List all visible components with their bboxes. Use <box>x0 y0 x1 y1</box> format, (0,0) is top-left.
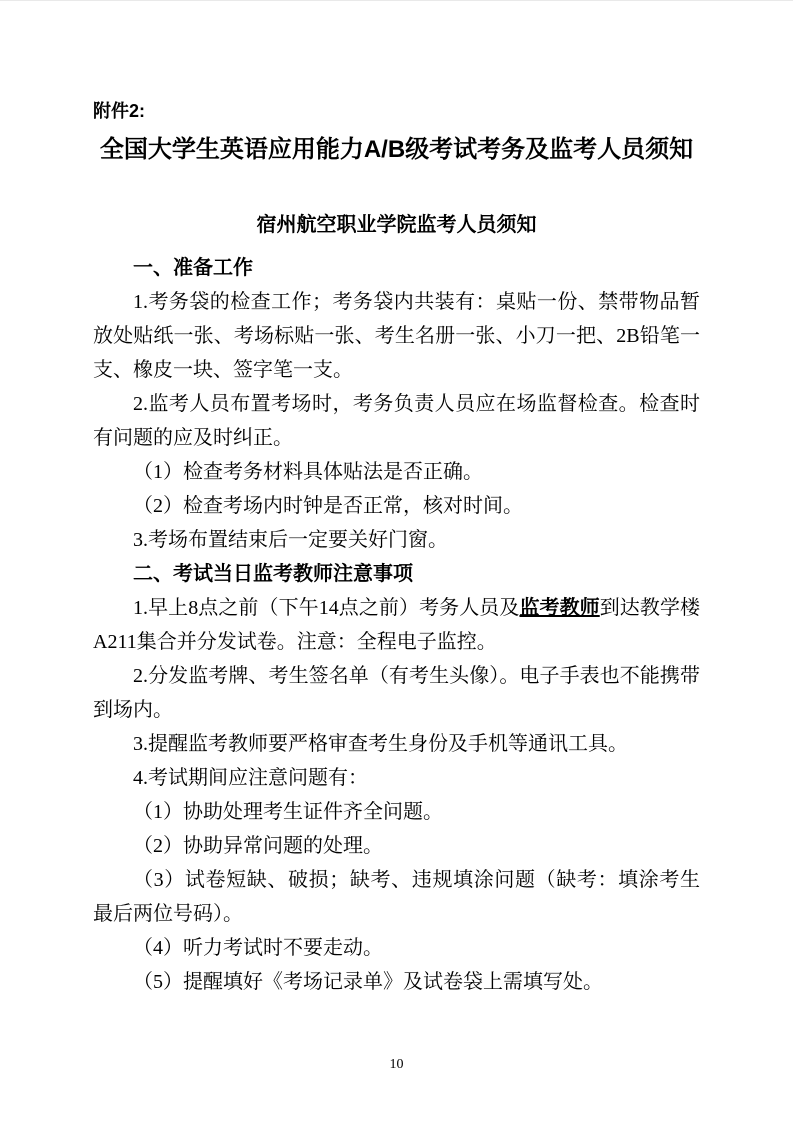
document-title: 全国大学生英语应用能力A/B级考试考务及监考人员须知 <box>99 136 694 163</box>
section1-heading: 一、准备工作 <box>133 257 253 279</box>
section1-subitem-1: （1）检查考务材料具体贴法是否正确。 <box>133 461 483 483</box>
section2-subitem-3: （3）试卷短缺、破损；缺考、违规填涂问题（缺考：填涂考生最后两位号码）。 <box>93 869 700 925</box>
section2-subitem-4: （4）听力考试时不要走动。 <box>133 937 383 959</box>
paragraph-text-before: 1.早上8点之前（下午14点之前）考务人员及 <box>133 597 520 619</box>
section2-subitem-5: （5）提醒填好《考场记录单》及试卷袋上需填写处。 <box>133 971 603 993</box>
section1-paragraph-1: 1.考务袋的检查工作；考务袋内共装有：桌贴一份、禁带物品暂放处贴纸一张、考场标贴一张、考生名册一张、小刀一把、2B铅笔一支、橡皮一块、签字笔一支。 <box>93 291 700 381</box>
section2-heading: 二、考试当日监考教师注意事项 <box>133 563 413 585</box>
section2-paragraph-4: 4.考试期间应注意问题有： <box>133 767 368 789</box>
section2-paragraph-1 <box>93 591 700 659</box>
section2-subitem-1: （1）协助处理考生证件齐全问题。 <box>133 801 443 823</box>
section1-subitem-2: （2）检查考场内时钟是否正常，核对时间。 <box>133 495 523 517</box>
page-number: 10 <box>389 1057 404 1072</box>
paragraph-text-after: 到达教学楼A211集合并分发试卷。注意：全程电子监控。 <box>93 597 701 653</box>
section1-paragraph-2: 2.监考人员布置考场时，考务负责人员应在场监督检查。检查时有问题的应及时纠正。 <box>93 393 700 449</box>
attachment-label: 附件2: <box>93 101 146 121</box>
highlighted-proctor-term: 监考教师 <box>519 597 600 619</box>
document-subtitle: 宿州航空职业学院监考人员须知 <box>256 214 537 236</box>
section2-subitem-2: （2）协助异常问题的处理。 <box>133 835 383 857</box>
section1-paragraph-3: 3.考场布置结束后一定要关好门窗。 <box>133 529 448 551</box>
section2-paragraph-3: 3.提醒监考教师要严格审查考生身份及手机等通讯工具。 <box>133 733 628 755</box>
section2-paragraph-2: 2.分发监考牌、考生签名单（有考生头像）。电子手表也不能携带到场内。 <box>93 665 700 721</box>
